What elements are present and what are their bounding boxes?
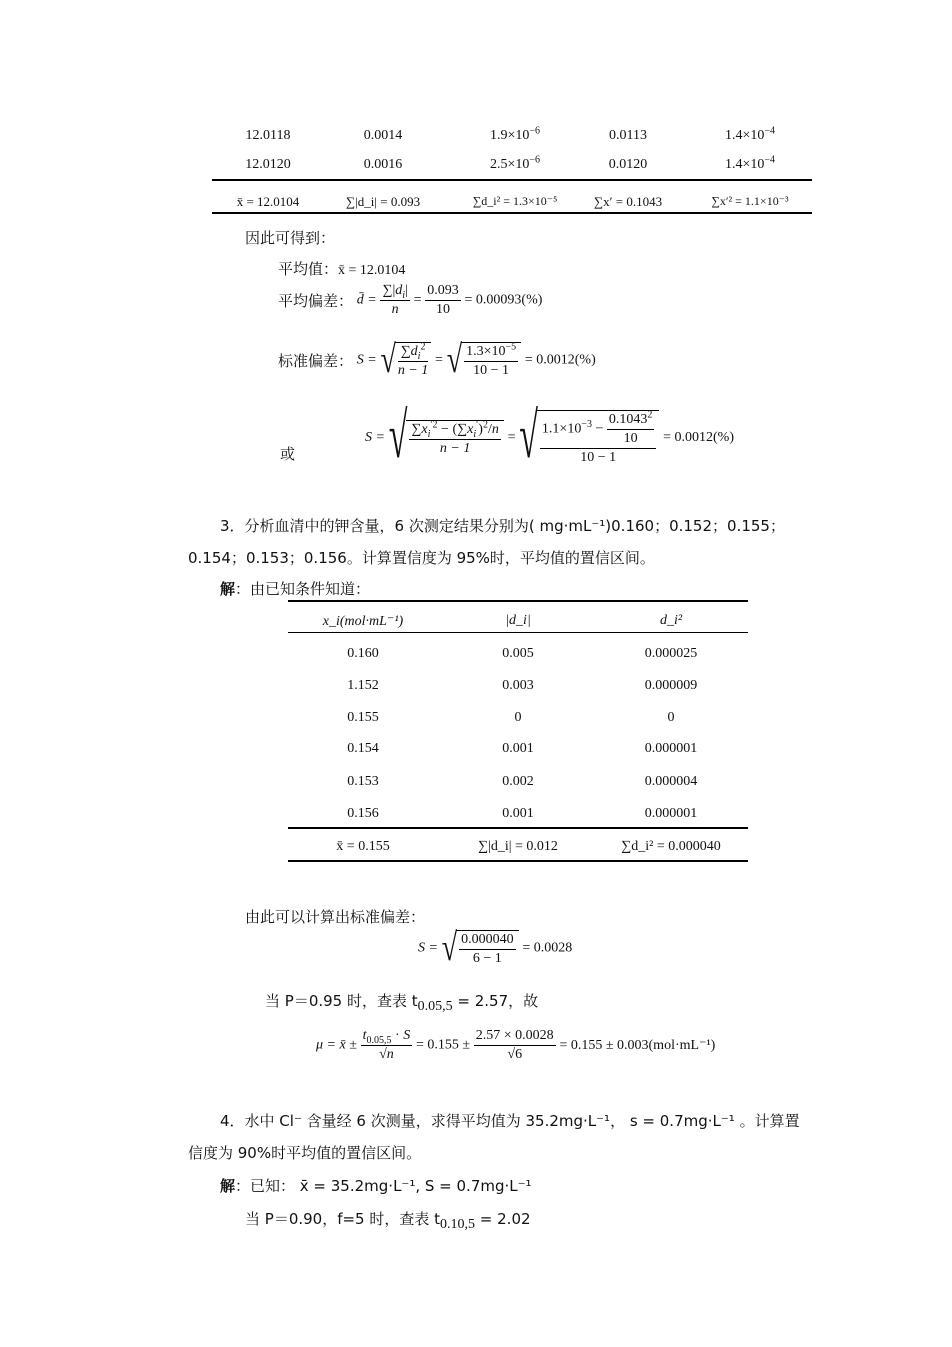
table-2-bottom-rule — [288, 860, 748, 862]
when-p95 — [265, 990, 539, 1014]
mean-label: 平均值： — [278, 260, 339, 278]
table-2-top-rule — [288, 600, 748, 602]
table-row: 1.152 — [347, 678, 379, 693]
table-2-footer-sum-d: ∑|d_i| = 0.012 — [478, 839, 558, 854]
mu-formula: μ = x̄ ± $\frac{t_{0.05,5} \cdot S}{√n}$ = 0.155 ± $\frac{2.57 \times 0.0028}{√6}$ = 0.155 ± 0.003(mol·mL⁻¹) — [316, 1028, 716, 1062]
std-label: 标准偏差： — [278, 352, 354, 370]
mean-line — [278, 258, 405, 279]
cell-d2: 2.5×10 — [489, 157, 530, 172]
sqrt-icon: √ — [380, 338, 396, 382]
cell-x: 12.0118 — [245, 128, 291, 143]
std-calc-result: = 0.0028 — [522, 940, 573, 956]
table-row: 0.156 — [347, 806, 379, 821]
cell-x2-exp: −4 — [764, 154, 776, 166]
mean-expr: x̄ = 12.0104 — [338, 263, 406, 278]
table-row: 0.155 — [347, 710, 379, 725]
avgdev-result: = 0.00093(%) — [464, 292, 543, 308]
avgdev-frac-1: $\frac{\sum|d_i|}{n}$ — [382, 283, 408, 317]
or-label: 或 — [280, 445, 296, 463]
cell-d2-exp: −6 — [529, 125, 541, 137]
sqrt-icon: √ — [446, 338, 463, 382]
q3-solution-label: 解 — [220, 580, 236, 598]
table-2-header-d2: d_i² — [659, 613, 683, 628]
q3-line-2: 0.154；0.153；0.156。计算置信度为 95%时，平均值的置信区间。 — [188, 549, 655, 567]
sqrt-icon: √ — [519, 401, 538, 473]
q3-solution — [220, 578, 370, 599]
cell-d: 0.0014 — [363, 128, 403, 143]
table-2-footer-rule — [288, 827, 748, 829]
q4-last-end: = 2.02 — [475, 1210, 531, 1228]
q4-solution-text: ：已知： x̄ = 35.2mg·L⁻¹, S = 0.7mg·L⁻¹ — [235, 1177, 532, 1195]
cell-d2: 1.9×10 — [489, 128, 530, 143]
table-1-footer-sum-d: ∑|d_i| = 0.093 — [345, 194, 421, 209]
cell-x2-exp: −4 — [764, 125, 776, 137]
q4-solution-label: 解 — [220, 1177, 236, 1195]
table-row — [203, 157, 333, 173]
table-1-rule — [212, 179, 812, 181]
q3-line-1: 3．分析血清中的钾含量，6 次测定结果分别为( mg·mL⁻¹)0.160；0.152；0.155； — [220, 517, 785, 535]
cell-x1: 0.0113 — [609, 128, 647, 143]
sqrt-icon: √ — [441, 926, 458, 970]
table-1-bottom-rule — [212, 212, 812, 214]
q4-last-text: 当 P＝0.90，f=5 时，查表 t — [245, 1210, 441, 1228]
table-row: 0.160 — [347, 646, 379, 661]
cell-x2: 1.4×10 — [724, 157, 765, 172]
table-2-footer-mean: x̄ = 0.155 — [336, 839, 390, 854]
cell-x: 12.0120 — [245, 157, 291, 172]
table-1-footer-mean: x̄ = 12.0104 — [236, 194, 300, 209]
mu-result: = 0.155 ± 0.003(mol·mL⁻¹) — [559, 1038, 716, 1053]
table-2-header-d: |d_i| — [505, 613, 531, 628]
table-1-footer-sum-x2: ∑x′² = 1.1×10⁻³ — [711, 194, 789, 208]
table-2-header-x: x_i(mol·mL⁻¹) — [322, 614, 404, 629]
table-2-footer-sum-d2: ∑d_i² = 0.000040 — [621, 839, 721, 854]
avg-deviation-line: 平均偏差： d̄ = $\frac{\sum|d_i|}{n}$ = $\frac{0.093}{10}$ = 0.00093(%) — [278, 283, 543, 317]
table-row: 0.153 — [347, 774, 379, 789]
table-2-header-rule — [288, 632, 748, 633]
std-result: = 0.0012(%) — [524, 352, 596, 368]
q4-last-sub: 0.10,5 — [440, 1217, 476, 1232]
cell-x2: 1.4×10 — [724, 128, 765, 143]
std-calc: S = √ $\frac{0.000040}{6 - 1}$ = 0.0028 — [418, 926, 573, 970]
cell-x1: 0.0120 — [608, 157, 648, 172]
when-p95-text: 当 P＝0.95 时，查表 t — [265, 992, 418, 1010]
q3-solution-text: ：由已知条件知道： — [235, 580, 371, 598]
when-p95-end: = 2.57，故 — [452, 992, 539, 1010]
cell-d: 0.0016 — [363, 157, 403, 172]
q4-line-2: 信度为 90%时平均值的置信区间。 — [188, 1144, 422, 1162]
std-result-2: = 0.0012(%) — [663, 430, 735, 445]
avgdev-frac-2: $\frac{0.093}{10}$ — [427, 283, 459, 317]
q4-line-1: 4．水中 Cl⁻ 含量经 6 次测量，求得平均值为 35.2mg·L⁻¹， s = 0.7mg·L⁻¹ 。计算置 — [220, 1112, 800, 1130]
table-1-footer-sum-x: ∑x′ = 0.1043 — [593, 194, 663, 209]
when-p95-sub: 0.05,5 — [417, 999, 453, 1014]
std-alt-formula: S = √ $\frac{\sum x_i^{'2} - (\sum x_i')^2/n}{n - 1}$ = √ $1.1\times 10^{-3}$ − $\frac{0.1043^2}{10}$ 10 − 1 = 0.0012(%) — [365, 401, 735, 473]
dbar-symbol: d̄ = — [356, 292, 377, 308]
table-row — [203, 128, 333, 144]
q4-last — [245, 1208, 531, 1232]
sqrt-icon: √ — [388, 401, 408, 473]
std-from-text: 由此可以计算出标准偏差： — [245, 908, 426, 926]
therefore-text: 因此可得到： — [245, 229, 336, 247]
std-deviation-line: 标准偏差： S = √ $\frac{\sum d_i^2}{n - 1}$ = √ $\frac{1.3\times 10^{-5}}{10 - 1}$ = 0.0012(%) — [278, 338, 596, 382]
cell-d2-exp: −6 — [529, 154, 541, 166]
q4-solution — [220, 1175, 532, 1196]
table-row: 0.154 — [347, 741, 379, 756]
table-1-footer-sum-d2: ∑d_i² = 1.3×10⁻⁵ — [472, 194, 558, 208]
avgdev-label: 平均偏差： — [278, 292, 354, 310]
